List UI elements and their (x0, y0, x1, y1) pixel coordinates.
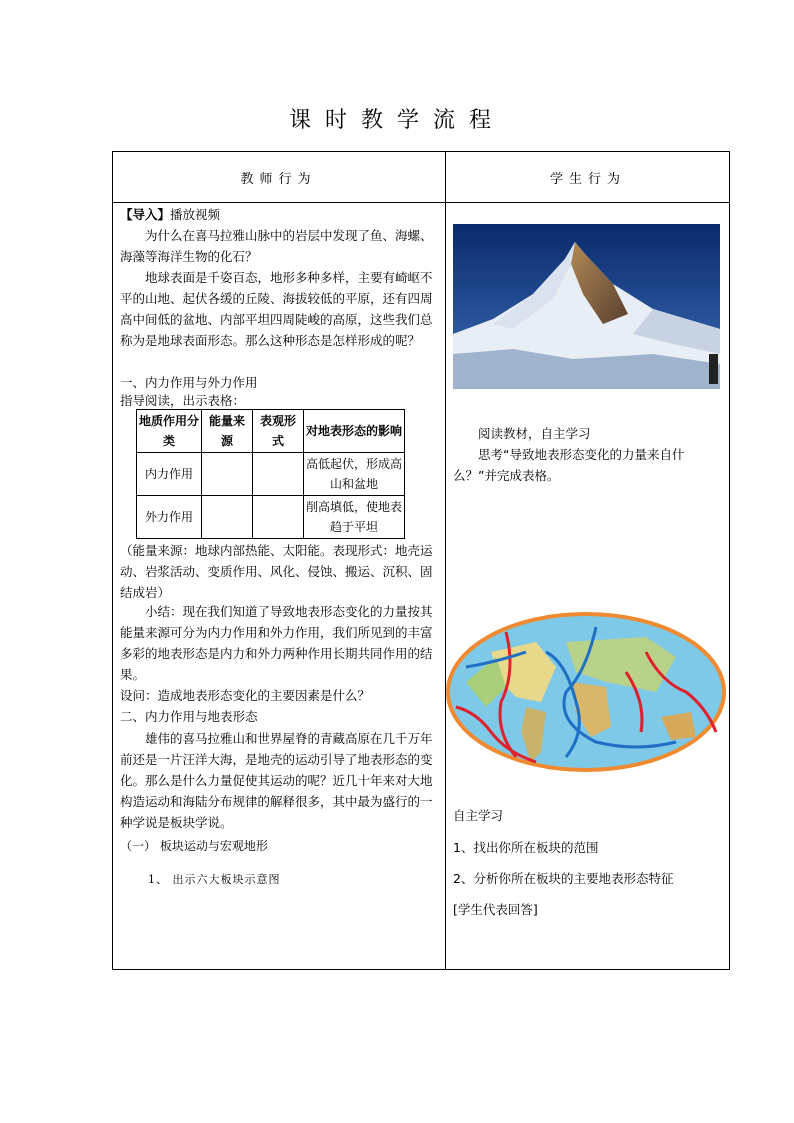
self-study-heading: 自主学习 (453, 807, 504, 823)
summary-paragraph: 小结：现在我们知道了导致地表形态变化的力量按其能量来源可分为内力作用和外力作用，我们所见到的丰富多彩的地表形态是内力和外力两种作用长期共同作用的结果。 (120, 604, 433, 682)
tectonic-plate-map (446, 612, 727, 772)
plate-paragraph: 雄伟的喜马拉雅山和世界屋脊的青藏高原在几千万年前还是一片汪洋大海，是地壳的运动引导了地表形态的变化。那么是什么力量促使其运动的呢？近几十年来对大地构造运动和海陆分布规律的解释很多，其中最为盛行的一种学说是板块学说。 (120, 731, 433, 830)
force-comparison-table (136, 409, 405, 539)
task-2: 2、分析你所在板块的主要地表形态特征 (453, 870, 674, 886)
table-cell: 外力作用 (137, 496, 202, 539)
think-prompt: 思考“导致地表形态变化的力量来自什么？”并完成表格。 (453, 446, 685, 483)
intro-tag: 【导入】 (120, 207, 171, 222)
table-header-cell: 表观形式 (253, 410, 304, 453)
table-cell (202, 453, 253, 496)
guide-text: 指导阅读，出示表格： (120, 393, 246, 408)
subsection-heading: （一） 板块运动与宏观地形 (120, 839, 268, 853)
page-title: 课时教学流程 (288, 108, 505, 133)
table-header-cell: 对地表形态的影响 (304, 410, 405, 453)
energy-note: （能量来源：地球内部热能、太阳能。表现形式：地壳运动、岩浆活动、变质作用、风化、侵蚀、搬运、沉积、固结成岩） (120, 543, 433, 600)
intro-paragraph: 地球表面是千姿百态，地形多种多样，主要有崎岖不平的山地、起伏各缓的丘陵、海拔较低的平原，还有四周高中间低的盆地、内部平坦四周陡峻的高原，这些我们总称为是地球表面形态。那么这种形态是怎样形成的呢？ (120, 270, 433, 348)
column-header-teacher: 教师行为 (240, 172, 317, 187)
table-cell (253, 496, 304, 539)
table-cell (202, 496, 253, 539)
table-cell: 高低起伏，形成高山和盆地 (304, 453, 405, 496)
column-divider (445, 151, 446, 970)
intro-line (112, 204, 445, 225)
header-divider (112, 202, 730, 203)
table-header-cell: 地质作用分类 (137, 410, 202, 453)
read-textbook: 阅读教材，自主学习 (478, 425, 591, 441)
table-cell: 削高填低，使地表趋于平坦 (304, 496, 405, 539)
intro-text: 播放视频 (170, 207, 221, 222)
table-header-cell: 能量来源 (202, 410, 253, 453)
column-header-student: 学生行为 (549, 172, 626, 187)
question-line: 设问：造成地表形态变化的主要因素是什么？ (120, 688, 371, 703)
himalaya-mountain-photo (453, 224, 720, 389)
student-answer-note: [学生代表回答] (453, 901, 538, 917)
intro-question: 为什么在喜马拉雅山脉中的岩层中发现了鱼、海螺、海藻等海洋生物的化石？ (120, 228, 433, 264)
table-cell: 内力作用 (137, 453, 202, 496)
table-header-row (137, 410, 405, 453)
plate-map-item: 1、 出示六大板块示意图 (148, 873, 281, 886)
table-row (137, 453, 405, 496)
task-1: 1、找出你所在板块的范围 (453, 839, 599, 855)
section-2-heading: 二、内力作用与地表形态 (120, 709, 258, 724)
table-cell (253, 453, 304, 496)
table-row (137, 496, 405, 539)
section-1-heading: 一、内力作用与外力作用 (120, 375, 258, 390)
